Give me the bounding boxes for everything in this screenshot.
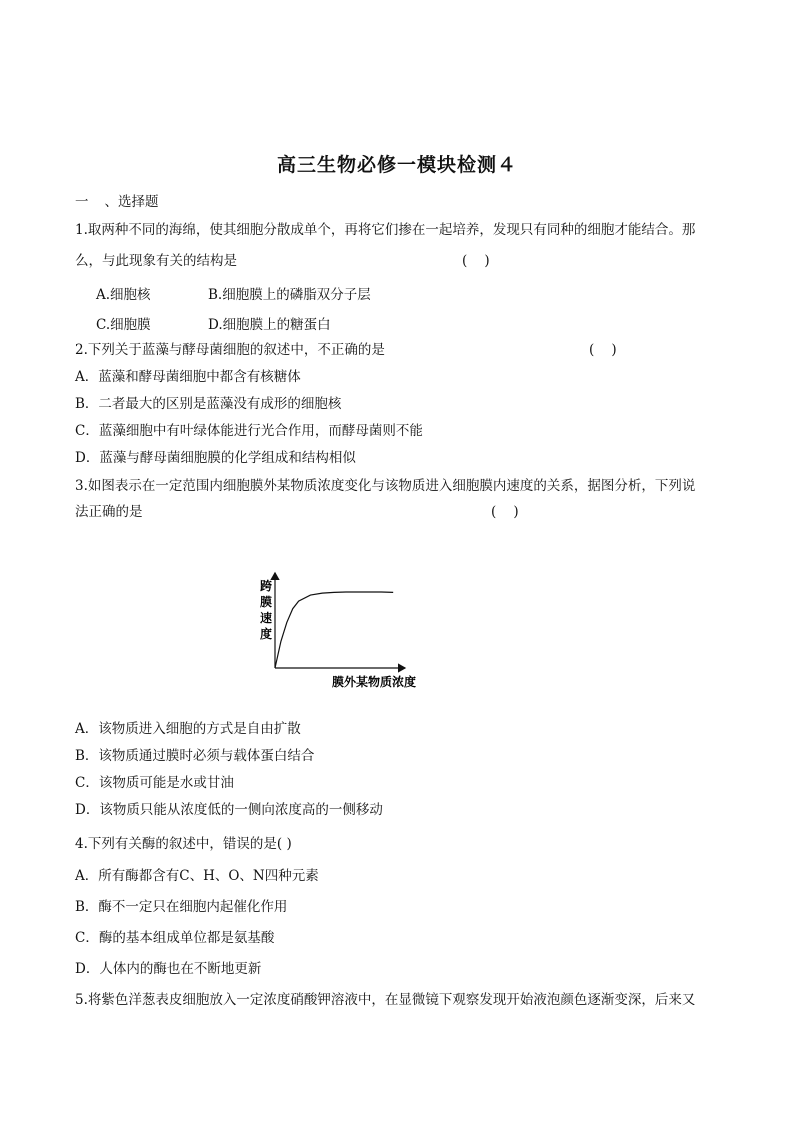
q3-option-b: B．该物质通过膜时必须与载体蛋白结合 [75, 748, 315, 764]
q4-option-c: C．酶的基本组成单位都是氨基酸 [75, 930, 275, 946]
q5-line1: 5.将紫色洋葱表皮细胞放入一定浓度硝酸钾溶液中，在显微镜下观察发现开始液泡颜色逐渐变深，后来又 [75, 992, 696, 1008]
q2-answer-paren: ( ) [589, 342, 617, 358]
q3-answer-paren: ( ) [491, 504, 519, 520]
q1-option-b: B.细胞膜上的磷脂双分子层 [208, 287, 371, 303]
q1-option-a: A.细胞核 [96, 287, 151, 303]
y-axis-label-1: 跨 [260, 579, 273, 593]
q1-line1: 1.取两种不同的海绵，使其细胞分散成单个，再将它们掺在一起培养，发现只有同种的细胞才能结合。那 [75, 222, 696, 238]
q3-line1: 3.如图表示在一定范围内细胞膜外某物质浓度变化与该物质进入细胞膜内速度的关系，据图分析，下列说 [75, 478, 696, 494]
q1-line2: 么，与此现象有关的结构是 [75, 253, 237, 269]
y-axis-label-2: 膜 [260, 595, 273, 609]
q3-option-d: D．该物质只能从浓度低的一侧向浓度高的一侧移动 [75, 802, 383, 818]
q2-option-a: A．蓝藻和酵母菌细胞中都含有核糖体 [75, 369, 301, 385]
q2-option-b: B．二者最大的区别是蓝藻没有成形的细胞核 [75, 396, 342, 412]
y-axis-label-3: 速 [260, 611, 273, 625]
q4-option-b: B．酶不一定只在细胞内起催化作用 [75, 899, 288, 915]
q4-stem: 4.下列有关酶的叙述中，错误的是( ) [75, 836, 292, 852]
q4-option-a: A．所有酶都含有C、H、O、N四种元素 [75, 868, 319, 884]
section-label: 、选择题 [104, 194, 159, 210]
section-number: 一 [75, 194, 89, 210]
q1-option-c: C.细胞膜 [96, 317, 151, 333]
q3-option-a: A．该物质进入细胞的方式是自由扩散 [75, 721, 301, 737]
q2-stem: 2.下列关于蓝藻与酵母菌细胞的叙述中，不正确的是 [75, 342, 385, 358]
y-axis-label-4: 度 [260, 627, 273, 641]
q1-option-d: D.细胞膜上的糖蛋白 [208, 317, 331, 333]
q3-option-c: C．该物质可能是水或甘油 [75, 775, 234, 791]
series-line [275, 592, 393, 668]
x-axis-label: 膜外某物质浓度 [332, 675, 417, 689]
section-header [75, 192, 159, 212]
q2-option-d: D．蓝藻与酵母菌细胞膜的化学组成和结构相似 [75, 450, 356, 466]
q4-option-d: D．人体内的酶也在不断地更新 [75, 961, 262, 977]
q1-answer-paren: ( ) [462, 253, 490, 269]
page-title: 高三生物必修一模块检测４ [276, 154, 517, 176]
q2-option-c: C．蓝藻细胞中有叶绿体能进行光合作用，而酵母菌则不能 [75, 423, 423, 439]
rate-concentration-chart [250, 568, 430, 698]
q3-line2: 法正确的是 [75, 504, 143, 520]
